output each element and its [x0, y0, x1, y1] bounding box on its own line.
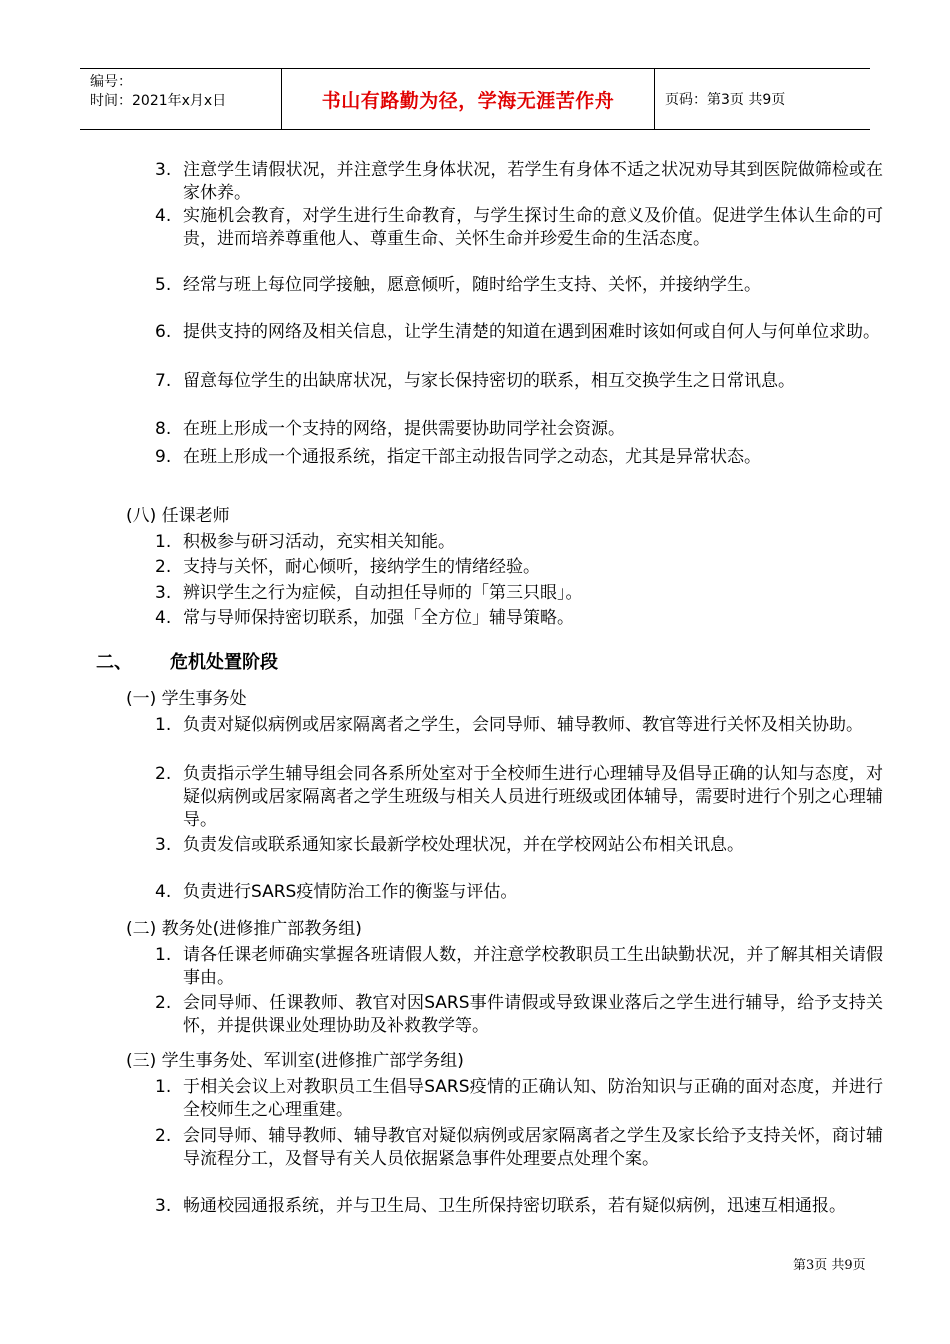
item-number: 4. [155, 206, 172, 226]
item-text: 负责进行SARS疫情防治工作的衡鉴与评估。 [183, 882, 518, 902]
item-text: 负责发信或联系通知家长最新学校处理状况，并在学校网站公布相关讯息。 [183, 835, 744, 855]
item-number: 1. [155, 945, 172, 965]
item-number: 3. [155, 160, 172, 180]
header-page-info: 页码：第3页 共9页 [665, 92, 786, 108]
item-text: 请各任课老师确实掌握各班请假人数，并注意学校教职员工生出缺勤状况，并了解其相关请假事由。 [183, 945, 883, 988]
item-text: 留意每位学生的出缺席状况，与家长保持密切的联系，相互交换学生之日常讯息。 [183, 371, 795, 391]
item-number: 9. [155, 447, 172, 467]
item-number: 3. [155, 583, 172, 603]
item-number: 8. [155, 419, 172, 439]
item-number: 1. [155, 1077, 172, 1097]
item-text: 在班上形成一个通报系统，指定干部主动报告同学之动态，尤其是异常状态。 [183, 447, 761, 467]
page-footer: 第3页 共9页 [793, 1258, 866, 1273]
item-text: 于相关会议上对教职员工生倡导SARS疫情的正确认知、防治知识与正确的面对态度，并进行全校师生之心理重建。 [183, 1077, 883, 1120]
item-number: 2. [155, 557, 172, 577]
item-text: 辨识学生之行为症候，自动担任导师的「第三只眼」。 [183, 583, 583, 603]
item-number: 7. [155, 371, 172, 391]
item-text: 提供支持的网络及相关信息，让学生清楚的知道在遇到困难时该如何或自何人与何单位求助。 [183, 322, 880, 342]
item-number: 5. [155, 275, 172, 295]
item-text: 积极参与研习活动，充实相关知能。 [183, 532, 455, 552]
time-label: 时间：2021年x月x日 [90, 93, 227, 109]
item-text: 实施机会教育，对学生进行生命教育，与学生探讨生命的意义及价值。促进学生体认生命的可贵，进而培养尊重他人、尊重生命、关怀生命并珍爱生命的生活态度。 [183, 206, 883, 249]
item-text: 负责对疑似病例或居家隔离者之学生，会同导师、辅导教师、教官等进行关怀及相关协助。 [183, 715, 863, 735]
item-number: 3. [155, 835, 172, 855]
header-meta [80, 69, 282, 129]
item-text: 畅通校园通报系统，并与卫生局、卫生所保持密切联系，若有疑似病例，迅速互相通报。 [183, 1196, 846, 1216]
item-number: 6. [155, 322, 172, 342]
item-text: 常与导师保持密切联系，加强「全方位」辅导策略。 [183, 608, 574, 628]
item-number: 1. [155, 532, 172, 552]
section-heading [96, 651, 278, 675]
subsection-heading: (一) 学生事务处 [126, 689, 247, 709]
section-title: 危机处置阶段 [170, 652, 278, 673]
item-text: 经常与班上每位同学接触，愿意倾听，随时给学生支持、关怀，并接纳学生。 [183, 275, 761, 295]
item-text: 支持与关怀，耐心倾听，接纳学生的情绪经验。 [183, 557, 540, 577]
item-number: 2. [155, 764, 172, 784]
item-number: 1. [155, 715, 172, 735]
section-number: 二、 [96, 652, 132, 673]
header-motto: 书山有路勤为径，学海无涯苦作舟 [282, 69, 655, 129]
item-text: 会同导师、任课教师、教官对因SARS事件请假或导致课业落后之学生进行辅导，给予支持关怀，并提供课业处理协助及补救教学等。 [183, 993, 883, 1036]
item-number: 3. [155, 1196, 172, 1216]
item-number: 2. [155, 993, 172, 1013]
item-text: 注意学生请假状况，并注意学生身体状况，若学生有身体不适之状况劝导其到医院做筛检或在家休养。 [183, 160, 883, 203]
item-text: 负责指示学生辅导组会同各系所处室对于全校师生进行心理辅导及倡导正确的认知与态度，对疑似病例或居家隔离者之学生班级与相关人员进行班级或团体辅导，需要时进行个别之心理辅导。 [183, 764, 883, 830]
item-number: 2. [155, 1126, 172, 1146]
item-number: 4. [155, 608, 172, 628]
number-label: 编号： [90, 74, 132, 90]
subsection-heading: (三) 学生事务处、军训室(进修推广部学务组) [126, 1051, 464, 1071]
item-text: 在班上形成一个支持的网络，提供需要协助同学社会资源。 [183, 419, 625, 439]
item-text: 会同导师、辅导教师、辅导教官对疑似病例或居家隔离者之学生及家长给予支持关怀，商讨辅导流程分工，及督导有关人员依据紧急事件处理要点处理个案。 [183, 1126, 883, 1169]
subsection-heading: (八) 任课老师 [126, 506, 230, 526]
page-header [80, 68, 870, 130]
item-number: 4. [155, 882, 172, 902]
subsection-heading: (二) 教务处(进修推广部教务组) [126, 919, 362, 939]
